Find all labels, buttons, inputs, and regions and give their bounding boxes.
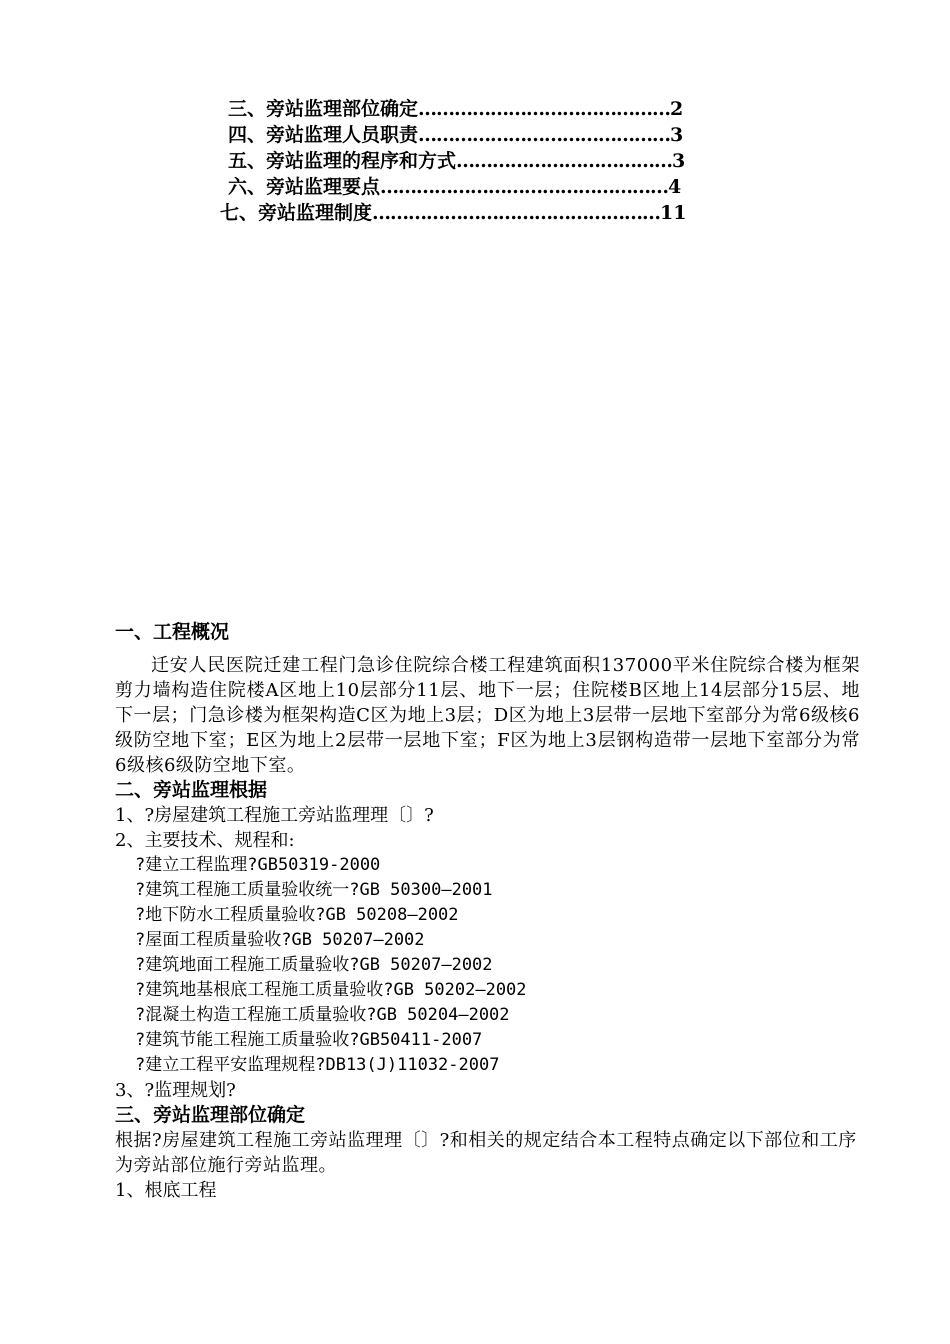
toc-entry[interactable] (228, 122, 683, 148)
document-body (115, 620, 860, 1203)
toc-entry-leader: ………………………………………… (380, 176, 669, 198)
toc-entry-label: 三、旁站监理部位确定 (228, 98, 419, 120)
standard-item: ?建筑地基根底工程施工质量验收?GB 50202—2002 (135, 980, 527, 1000)
section-heading-overview: 一、工程概况 (115, 621, 230, 643)
positions-item-1: 1、根底工程 (115, 1180, 217, 1201)
basis-item-3: 3、?监理规划? (115, 1080, 236, 1101)
standard-item: ?建立工程监理?GB50319-2000 (135, 855, 381, 875)
standard-item: ?建筑节能工程施工质量验收?GB50411-2007 (135, 1030, 483, 1050)
toc-entry-leader: ………………………………………… (372, 202, 661, 224)
toc-entry[interactable] (228, 174, 681, 200)
positions-paragraph: 根据?房屋建筑工程施工旁站监理理〔〕?和相关的规定结合本工程特点确定以下部位和工序为旁站部位施行旁站监理。 (115, 1130, 857, 1176)
toc-entry-leader: …………………………………… (418, 98, 671, 120)
overview-paragraph: 迁安人民医院迁建工程门急诊住院综合楼工程建筑面积137000平米住院综合楼为框架剪力墙构造住院楼A区地上10层部分11层、地下一层；住院楼B区地上14层部分15层、地下一层；门急诊楼为框架构造C区为地上3层；D区为地上3层带一层地下室部分为常6级核6级防空地下室；E区为地上2层带一层地下室；F区为地上3层钢构造带一层地下室部分为常6级核6级防空地下室。 (115, 655, 860, 776)
basis-item-1: 1、?房屋建筑工程施工旁站监理理〔〕? (115, 805, 434, 826)
toc-entry-leader: …………………………………… (418, 124, 671, 146)
toc-entry-label: 五、旁站监理的程序和方式 (228, 150, 457, 172)
toc-entry-page: 3 (670, 124, 684, 146)
toc-entry[interactable] (228, 96, 683, 122)
toc-entry-label: 四、旁站监理人员职责 (228, 124, 419, 146)
toc-entry-leader: ……………………………… (456, 150, 673, 172)
toc-entry-page: 11 (660, 202, 687, 224)
toc-entry-page: 2 (670, 98, 684, 120)
toc-entry-page: 4 (668, 176, 682, 198)
standard-item: ?建筑地面工程施工质量验收?GB 50207—2002 (135, 955, 493, 975)
standard-item: ?地下防水工程质量验收?GB 50208—2002 (135, 905, 459, 925)
section-heading-positions: 三、旁站监理部位确定 (115, 1104, 306, 1126)
toc-entry-label: 六、旁站监理要点 (228, 176, 381, 198)
section-heading-basis: 二、旁站监理根据 (115, 779, 268, 801)
standard-item: ?混凝土构造工程施工质量验收?GB 50204—2002 (135, 1005, 510, 1025)
toc-entry-label: 七、旁站监理制度 (220, 202, 373, 224)
standard-item: ?屋面工程质量验收?GB 50207—2002 (135, 930, 425, 950)
toc-entry[interactable] (228, 148, 685, 174)
toc-entry-page: 3 (672, 150, 686, 172)
standard-item: ?建立工程平安监理规程?DB13(J)11032-2007 (135, 1055, 500, 1075)
standard-item: ?建筑工程施工质量验收统一?GB 50300—2001 (135, 880, 493, 900)
toc-entry[interactable] (220, 200, 686, 226)
basis-item-2: 2、主要技术、规程和: (115, 830, 295, 851)
